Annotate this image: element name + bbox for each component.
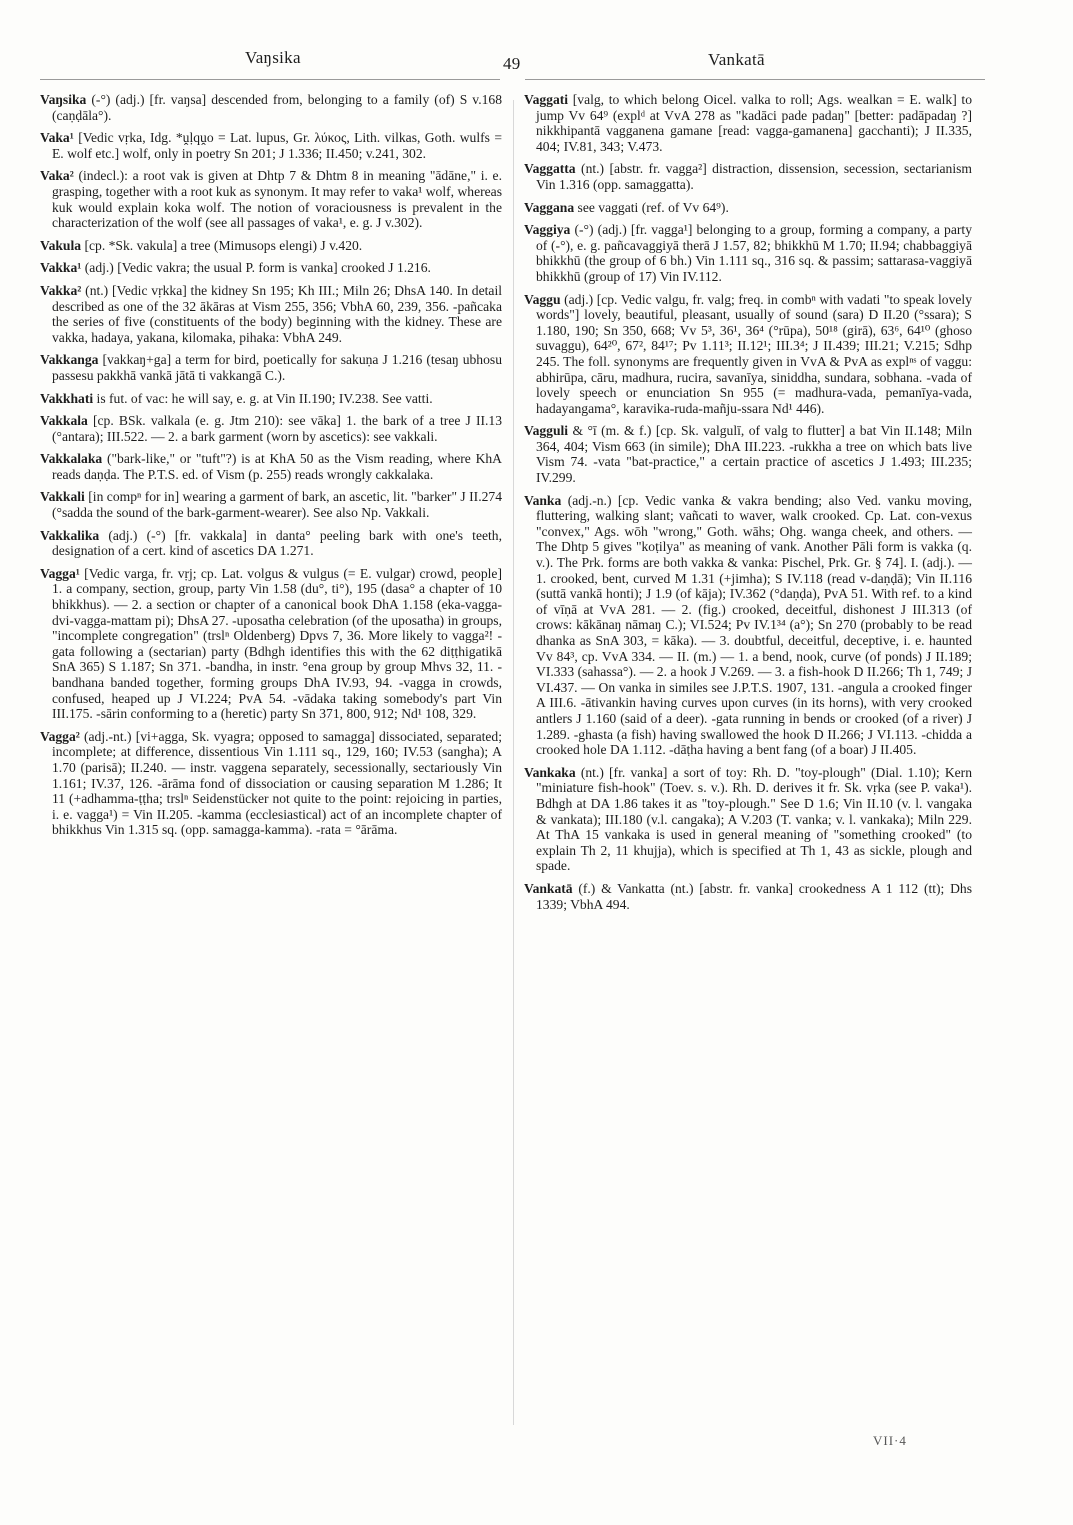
dictionary-entry [40,391,502,407]
entry-headword: Vagga¹ [40,565,80,581]
entry-headword: Vaggana [524,199,575,215]
entry-body: ("bark-like," or "tuft"?) is at KhA 50 as the Vism reading, where KhA reads daṇḍa. The P.T.S. ed. of Vism (p. 255) reads wrongly cakkalaka. [52,451,502,482]
dictionary-entry [40,92,502,123]
dictionary-entry [40,528,502,559]
dictionary-entry [524,423,972,485]
dictionary-entry [524,881,972,912]
entry-body: (f.) & Vankatta (nt.) [abstr. fr. vanka] crookedness A 1 112 (tt); Dhs 1339; VbhA 494. [536,880,972,912]
right-column [524,92,972,919]
entry-headword: Vagga² [40,728,80,744]
page-header [0,48,1073,78]
dictionary-entry [524,765,972,874]
entry-headword: Vakka² [40,282,82,298]
entry-headword: Vaŋsika [40,92,87,107]
dictionary-entry [524,493,972,758]
dictionary-entry [40,489,502,520]
dictionary-entry [40,451,502,482]
entry-headword: Vakkanga [40,352,99,368]
entry-headword: Vaka² [40,168,74,184]
entry-headword: Vaka¹ [40,130,74,146]
column-divider [513,100,514,1425]
dictionary-entry [40,413,502,444]
entry-body: is fut. of vac: he will say, e. g. at Vin II.190; IV.238. See vatti. [93,390,433,406]
dictionary-entry [524,161,972,192]
left-column [40,92,502,845]
entry-headword: Vakka¹ [40,260,82,276]
entry-headword: Vakkala [40,413,88,429]
dictionary-entry [524,292,972,417]
entry-headword: Vakkhati [40,390,94,406]
entry-body: [in compⁿ for in] wearing a garment of bark, an ascetic, lit. "barker" J II.274 (°sadda the sound of the bark-garment-wearer). See also Np. Vakkali. [52,489,502,521]
entry-body: (adj.-nt.) [vi+agga, Sk. vyagra; opposed to samagga] dissociated, separated; incomplete; at difference, dissentious Vin 1.111 sq., 129, 160; IV.53 (sangha); A 1.70 (parisā); II.240. — instr. vaggena separately, secessionally, sectariously Vin 1.161; IV.37, 126. -ārāma fond of dissociation or causing separation M 1.286; It 11 (+adhamma-ṭṭha; trslⁿ Seidenstücker not quite to the point: rejoicing in parties, i. e. vagga¹) = Vin II.205. -kamma (ecclesiastical) act of an incomplete chapter of bhikkhus Vin 1.315 sq. (opp. samagga-kamma). -rata = °ārāma. [52,728,502,838]
entry-headword: Vagguli [524,423,569,439]
dictionary-entry [524,222,972,284]
entry-body: (nt.) [abstr. fr. vagga²] distraction, dissension, secession, sectarianism Vin 1.316 (opp. samaggatta). [536,161,972,192]
header-rule-left [40,79,500,80]
entry-body: [cp. BSk. valkala (e. g. Jtm 210): see vāka] 1. the bark of a tree J II.13 (°antara); III.522. — 2. a bark garment (worn by ascetics): see vakkali. [52,413,502,444]
entry-headword: Vanka [524,492,562,508]
entry-body: [vakkaŋ+ga] a term for bird, poetically for sakuṇa J 1.216 (tesaŋ ubhosu passesu pakkhā vankā jātā ti vakkangā C.). [52,352,502,383]
entry-headword: Vakkalaka [40,451,103,467]
entry-body: (adj.) (-°) [fr. vakkala] in danta° peeling bark with one's teeth, designation of a cert. kind of ascetics DA 1.271. [52,527,502,559]
entry-body: (-°) (adj.) [fr. vaŋsa] descended from, belonging to a family (of) S v.168 (caṇḍāla°). [52,92,502,123]
entry-headword: Vakkali [40,489,85,505]
dictionary-entry [40,283,502,345]
entry-headword: Vaggati [524,92,569,107]
dictionary-entry [40,729,502,838]
entry-headword: Vakula [40,237,82,253]
entry-body: [valg, to which belong Oicel. valka to roll; Ags. wealkan = E. walk] to jump Vv 64⁹ (explᵈ at VvA 278 as "kadāci pade padaŋ" [better: padāpadaŋ ?] nikkhipantā vagganena gamane [read: vagga-gamanena] gacchanti); J II.335, 404; IV.81, 343; V.473. [536,92,972,154]
dictionary-entry [40,168,502,230]
entry-body: [Vedic varga, fr. vṛj; cp. Lat. volgus & vulgus (= E. vulgar) crowd, people] 1. a company, section, group, party Vin 1.58 (du°, ti°), 195 (dasa° a chapter of 10 bhikkhus). — 2. a section or chapter of a canonical book DhA 1.158 (eka-vagga-dvi-vagga-mattam pi); DhsA 27. -uposatha celebration (of the uposatha) in groups, "incomplete congregation" (trslⁿ Oldenberg) Dpvs 7, 36. More likely to vagga²! -gata following a (sectarian) party (Bdhgh identifies this with the 62 diṭṭhigatikā SnA 365) S 1.187; Sn 371. -bandha, in instr. °ena group by group Mhvs 32, 11. -bandhana banded together, forming groups DhA IV.93, 94. -vagga in crowds, confused, heaped up J VI.224; PvA 54. -vādaka taking somebody's part Vin III.175. -sārin conforming to a (heretic) party Sn 371, 800, 912; Nd¹ 108, 329. [52,565,502,722]
entry-headword: Vaggiya [524,222,571,238]
entry-body: (-°) (adj.) [fr. vagga¹] belonging to a group, forming a company, a party of (-°), e. g. pañcavaggiyā therā J 1.57, 82; bhikkhū M 1.70; II.94; chabbaggiyā bhikkhū (the group of 6 bh.) Vin 1.111 sq., 316 sq. & passim; sattarasa-vaggiyā bhikkhū (group of 17) Vin IV.112. [536,222,972,284]
left-running-headword: Vaŋsika [245,48,301,67]
dictionary-entry [524,200,972,216]
dictionary-entry [40,130,502,161]
entry-body: [Vedic vṛka, Idg. *ṷḷqṷo = Lat. lupus, Gr. λύκος, Lith. vilkas, Goth. wulfs = E. wolf etc.] wolf, only in poetry Sn 201; J 1.336; II.450; v.241, 302. [52,130,502,161]
entry-body: (nt.) [fr. vanka] a sort of toy: Rh. D. "toy-plough" (Dial. 1.10); Kern "miniature fish-hook" (Toev. s. v.). Rh. D. derives it fr. Sk. vṛka (see P. vaka¹). Bdhgh at DA 1.86 takes it as "toy-plough." See D 1.6; Vin II.10 (v. l. vangaka & vankata); III.180 (v.l. cangaka); A V.203 (T. vanka; v. l. vankaka); Miln 229. At ThA 15 vankaka is used in general meaning of "something crooked" (to explain Th 2, 11 khujja), which is specified at Th 1, 43 as sickle, plough and spade. [536,764,972,874]
entry-headword: Vakkalika [40,527,100,543]
entry-body: (adj.) [Vedic vakra; the usual P. form is vanka] crooked J 1.216. [81,260,431,276]
entry-body: see vaggati (ref. of Vv 64⁹). [574,199,729,215]
entry-body: [cp. *Sk. vakula] a tree (Mimusops elengi) J v.420. [81,237,363,253]
entry-body: (adj.) [cp. Vedic valgu, fr. valg; freq. in combⁿ with vadati "to speak lovely words"] lovely, beautiful, pleasant, usually of sound (sara) D II.20 (°ssara); S 1.180, 190; Sn 350, 668; Vv 5³, 36¹, 36⁴ (°rūpa), 50¹⁸ (girā), 63⁶, 64¹⁰ (ghoso suvaggu), 64²⁰, 67², 84¹⁷; Pv 1.11³; II.12¹; III.3⁴; J II.439; III.21; V.215; Sdhp 245. The foll. synonyms are frequently given in VvA & PvA as explⁿˢ of vaggu: abhirūpa, cāru, madhura, rucira, savanīya, siniddha, sundara, sobhana. -vada of lovely speech or enunciation Sn 955 (= madhura-vada, pemanīya-vada, hadayangama°, karavika-ruda-mañju-ssara Nd¹ 446). [536,291,972,416]
entry-body: (indecl.): a root vak is given at Dhtp 7 & Dhtm 8 in meaning "ādāne," i. e. grasping, together with a root kuk as synonym. It may refer to vaka¹ wolf, whereas kuk would explain koka wolf. The notion of voraciousness is prevalent in the characterization of the wolf (see all passages of vaka¹, e. g. J v.302). [52,168,502,231]
right-running-headword: Vankatā [708,50,765,69]
dictionary-entry [40,260,502,276]
entry-headword: Vankaka [524,764,576,780]
dictionary-entry [524,92,972,154]
dictionary-entry [40,352,502,383]
dictionary-entry [40,238,502,254]
entry-body: (nt.) [Vedic vṛkka] the kidney Sn 195; Kh III.; Miln 26; DhsA 140. In detail described as one of the 32 ākāras at Vism 255, 356; VbhA 60, 239, 356. -pañcaka the series of five (constituents of the body) beginning with the kidney. These are vakka, hadaya, yakana, kilomaka, pihaka: VbhA 249. [52,282,502,345]
entry-headword: Vaggatta [524,161,576,177]
entry-headword: Vankatā [524,880,573,896]
entry-body: & °ī (m. & f.) [cp. Sk. valgulī, of valg to flutter] a bat Vin II.148; Miln 364, 404; Vism 663 (in simile); DhA III.223. -rukkha a tree on which bats live Vism 74. -vata "bat-practice," a certain practice of ascetics J 1.493; III.235; IV.299. [536,423,972,486]
dictionary-entry [40,566,502,722]
entry-body: (adj.-n.) [cp. Vedic vanka & vakra bending; also Ved. vanku moving, fluttering, walking slant; vañcati to waver, walk crooked. Cp. Lat. con-vexus "convex," Ags. wōh "wrong," Goth. wāhs; Ohg. wanga cheek, and others. — The Dhtp 5 gives "koṭilya" as meaning of vank. Another Pāli form is vakka (q. v.). The Prk. forms are both vakka & vanka: Pischel, Prk. Gr. § 74]. I. (adj.). — 1. crooked, bent, curved M 1.31 (+jimha); S IV.118 (read v-daṇḍā); Vin II.116 (suttā vankā honti); J 1.9 (of kāja); IV.362 (°daṇḍa), PvA 51. With ref. to a kind of vīṇā at VvA 281. — 2. (fig.) crooked, deceitful, dishonest J III.313 (of crows: kākānaŋ nāmaŋ C.); VI.524; Pv IV.1³⁴ (a°); Sn 270 (probably to be read dhanka as SnA 303, = kāka). — 3. doubtful, deceitful, deceptive, i. e. haunted Vv 84³, cp. VvA 334. — II. (m.) — 1. a bend, nook, curve (of ponds) J II.189; VI.333 (sahassa°). — 2. a hook J V.269. — 3. a fish-hook D II.266; Th 1, 749; J VI.437. — On vanka in similes see J.P.T.S. 1907, 131. -angula a crooked finger A III.6. -ātivankin having curves upon curves (in its horns), with very crooked antlers J 1.160 (said of a deer). -gata running in bends or crooked (of a river) J 1.289. -ghasta (a fish) having swallowed the hook D II.266; J VI.113. -chidda a crooked hole DA 1.112. -dāṭha having a bent fang (of a boar) J II.405. [536,492,972,758]
entry-headword: Vaggu [524,291,561,307]
signature-mark: VII·4 [873,1433,907,1448]
page-number: 49 [503,54,521,73]
header-rule-right [525,79,985,80]
